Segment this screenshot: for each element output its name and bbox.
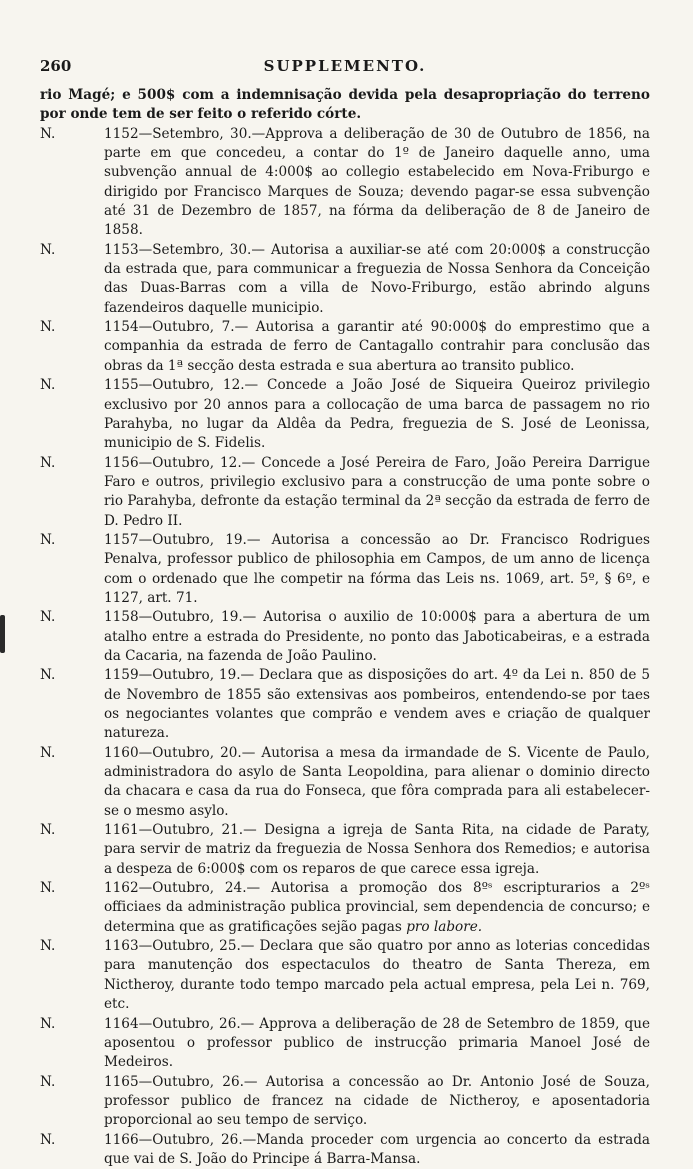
entry-marker: N. (40, 938, 56, 955)
entry-text: —Outubro, 12.— Concede a João José de Siqueira Queiroz privilegio exclusivo por 20 annos para a collocação de uma barca de passagem no rio Parahyba, no lugar da Aldêa da Pedra, freguezia de S. José de Leonissa, municipio de S. Fidelis. (104, 377, 650, 452)
entry-marker: N. (40, 744, 56, 761)
entry-1166 (40, 1131, 650, 1169)
entry-1152 (40, 125, 650, 241)
entry-marker: N. (40, 531, 56, 548)
entry-marker: N. (40, 667, 56, 684)
entry-1158 (40, 608, 650, 666)
entry-1153 (40, 241, 650, 318)
entry-text: —Outubro, 19.— Autorisa o auxilio de 10:000$ para a abertura de um atalho entre a estrada do Presidente, no ponto das Jaboticabeiras, e a estrada da Cacaria, na fazenda de João Paulino. (104, 609, 650, 664)
entry-number: 1158 (104, 609, 139, 626)
entry-marker: N. (40, 319, 56, 336)
entry-marker: N. (40, 1073, 56, 1090)
entry-number: 1162 (104, 880, 139, 897)
entry-1156 (40, 454, 650, 531)
entry-number: 1157 (104, 531, 139, 548)
entry-number: 1165 (104, 1073, 139, 1090)
entry-text: —Outubro, 26.—Manda proceder com urgencia ao concerto da estrada que vai de S. João do Principe á Barra-Mansa. (104, 1131, 650, 1167)
entry-number: 1160 (104, 744, 139, 761)
entry-marker: N. (40, 1015, 56, 1032)
binding-edge-mark (0, 615, 5, 653)
entry-number: 1152 (104, 125, 139, 142)
entry-1160 (40, 744, 650, 821)
entry-italic-text: pro labore. (406, 918, 483, 935)
entry-text: —Setembro, 30.—Approva a deliberação de 30 de Outubro de 1856, na parte em que concedeu, a contar do 1º de Janeiro daquelle anno, uma subvenção annual de 4:000$ ao collegio estabelecido em Nova-Friburgo e dirigido por Francisco Marques de Souza; devendo pagar-se essa subvenção até 31 de Dezembro de 1857, na fórma da deliberação de 8 de Janeiro de 1858. (104, 125, 650, 239)
entry-text: —Outubro, 24.— Autorisa a promoção dos 8ºˢ escripturarios a 2ºˢ officiaes da administração publica provincial, sem dependencia de concurso; e determina que as gratificações sejão pagas (104, 880, 650, 935)
entry-number: 1163 (104, 938, 139, 955)
entry-1161 (40, 821, 650, 879)
entry-marker: N. (40, 880, 56, 897)
entry-marker: N. (40, 377, 56, 394)
page-number: 260 (40, 57, 72, 75)
entry-1159 (40, 666, 650, 743)
entry-text: —Outubro, 12.— Concede a José Pereira de Faro, João Pereira Darrigue Faro e outros, privilegio exclusivo para a construcção de uma ponte sobre o rio Parahyba, defronte da estação terminal da 2ª secção da estrada de ferro de D. Pedro II. (104, 454, 650, 529)
entry-number: 1153 (104, 241, 139, 258)
entry-text: —Setembro, 30.— Autorisa a auxiliar-se até com 20:000$ a construcção da estrada que, para communicar a freguezia de Nossa Senhora da Conceição das Duas-Barras com a villa de Novo-Friburgo, estão abrindo alguns fazendeiros daquelle municipio. (104, 241, 650, 316)
entry-marker: N. (40, 822, 56, 839)
entry-1154 (40, 318, 650, 376)
entry-marker: N. (40, 454, 56, 471)
entry-text: —Outubro, 26.— Autorisa a concessão ao Dr. Antonio José de Souza, professor publico de francez na cidade de Nictheroy, e aposentadoria proporcional ao seu tempo de serviço. (104, 1073, 650, 1129)
entry-number: 1164 (104, 1015, 139, 1032)
entry-text: —Outubro, 25.— Declara que são quatro por anno as loterias concedidas para manutenção dos espectaculos do theatro de Santa Thereza, em Nictheroy, durante todo tempo marcado pela actual empresa, pela Lei n. 769, etc. (104, 938, 650, 1013)
entry-number: 1159 (104, 667, 139, 684)
running-title: SUPPLEMENTO. (263, 57, 427, 75)
continuation-paragraph: rio Magé; e 500$ com a indemnisação devida pela desapropriação do terreno por onde tem de ser feito o referido córte. (40, 87, 650, 123)
entry-1157 (40, 531, 650, 608)
entry-number: 1154 (104, 319, 139, 336)
page-header (40, 57, 650, 83)
entry-1155 (40, 376, 650, 453)
entry-marker: N. (40, 609, 56, 626)
entry-1162 (40, 879, 650, 937)
entry-text: —Outubro, 20.— Autorisa a mesa da irmandade de S. Vicente de Paulo, administradora do asylo de Santa Leopoldina, para alienar o dominio directo da chacara e casa da rua do Fonseca, que fôra comprada para ali estabelecer-se o mesmo asylo. (104, 744, 650, 819)
entry-text: —Outubro, 7.— Autorisa a garantir até 90:000$ do emprestimo que a companhia da estrada de ferro de Cantagallo contrahir para conclusão das obras da 1ª secção desta estrada e sua abertura ao transito publico. (104, 319, 650, 374)
entry-number: 1155 (104, 377, 139, 394)
entry-1165 (40, 1073, 650, 1131)
entry-text: —Outubro, 26.— Approva a deliberação de 28 de Setembro de 1859, que aposentou o professor publico de instrucção primaria Manoel José de Medeiros. (104, 1015, 650, 1071)
entry-marker: N. (40, 241, 56, 258)
entry-number: 1161 (104, 822, 139, 839)
entry-number: 1156 (104, 454, 139, 471)
entry-1164 (40, 1015, 650, 1073)
entry-number: 1166 (104, 1131, 139, 1148)
entry-marker: N. (40, 125, 56, 142)
entry-marker: N. (40, 1131, 56, 1148)
entry-text: —Outubro, 19.— Autorisa a concessão ao Dr. Francisco Rodrigues Penalva, professor publico de philosophia em Campos, de um anno de licença com o ordenado que lhe competir na fórma das Leis ns. 1069, art. 5º, § 6º, e 1127, art. 71. (104, 531, 650, 606)
document-body (40, 86, 650, 1169)
entry-1163 (40, 937, 650, 1014)
entry-text: —Outubro, 21.— Designa a igreja de Santa Rita, na cidade de Paraty, para servir de matriz da freguezia de Nossa Senhora dos Remedios; e autorisa a despeza de 6:000$ com os reparos de que carece essa igreja. (104, 822, 650, 877)
entry-text: —Outubro, 19.— Declara que as disposições do art. 4º da Lei n. 850 de 5 de Novembro de 1855 são extensivas aos pombeiros, entendendo-se por taes os negociantes volantes que comprão e vendem aves e criação de qualquer natureza. (104, 667, 650, 742)
